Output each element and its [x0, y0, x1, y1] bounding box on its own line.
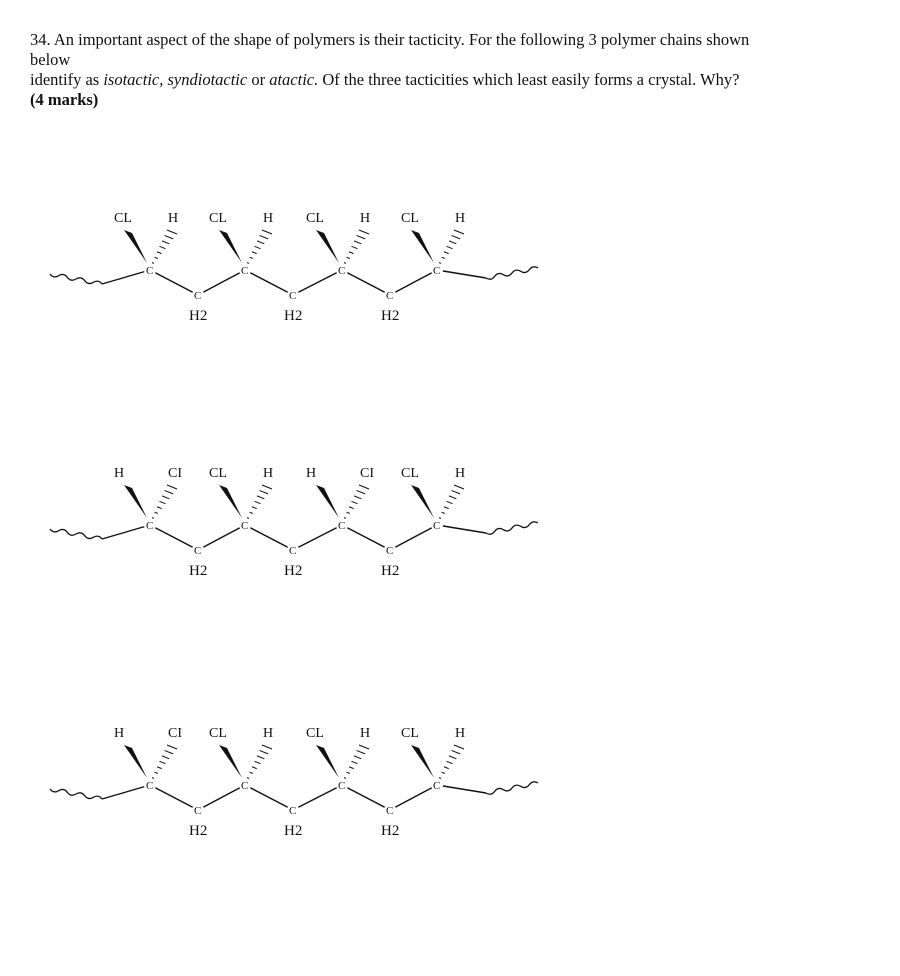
hash-bond — [442, 512, 445, 513]
substituent-right: H — [455, 466, 466, 481]
backbone-carbon: C — [146, 780, 154, 792]
backbone-bond — [150, 525, 198, 550]
backbone-bond — [390, 525, 437, 550]
hash-bond — [449, 241, 456, 244]
chain-structure — [50, 211, 538, 324]
backbone-bond — [437, 525, 486, 533]
substituent-right: H — [263, 466, 274, 481]
hash-bond — [439, 263, 441, 264]
hash-bond — [167, 485, 177, 489]
hash-bond — [439, 518, 441, 519]
substituent-left: H — [306, 466, 317, 481]
hash-bond — [344, 518, 346, 519]
substituent-left: H — [114, 466, 125, 481]
hash-bond — [255, 246, 261, 248]
ch2-carbon: C — [194, 545, 202, 557]
ch2-carbon: C — [194, 805, 202, 817]
ch2-carbon: C — [386, 290, 394, 302]
backbone-bond — [245, 785, 293, 810]
hash-bond — [157, 252, 162, 254]
substituent-left: CL — [401, 726, 419, 741]
backbone-carbon: C — [433, 520, 441, 532]
hash-bond — [262, 230, 272, 234]
ch2-hydrogen: H2 — [284, 563, 303, 579]
backbone-bond — [293, 785, 342, 810]
hash-bond — [257, 496, 264, 499]
backbone-bond — [390, 785, 437, 810]
hash-bond — [452, 490, 461, 493]
ch2-carbon: C — [386, 805, 394, 817]
hash-bond — [347, 512, 350, 513]
term-syndiotactic: syndiotactic — [167, 70, 248, 89]
hash-bond — [160, 501, 166, 503]
backbone-bond — [245, 270, 293, 295]
hash-bond — [250, 772, 253, 773]
backbone-bond — [293, 270, 342, 295]
polymer-chain-2 — [0, 455, 900, 605]
chain-structure — [50, 466, 538, 579]
hash-bond — [354, 756, 361, 759]
hash-bond — [357, 490, 366, 493]
question-line-1: 34. An important aspect of the shape of polymers is their tacticity. For the following 3 polymer chains shown — [30, 30, 750, 49]
ch2-carbon: C — [289, 805, 297, 817]
hash-bond — [444, 507, 449, 509]
question-line-2: below — [30, 50, 71, 69]
hash-bond — [157, 507, 162, 509]
question-text — [30, 30, 870, 110]
hash-bond — [252, 507, 257, 509]
substituent-left: CL — [306, 726, 324, 741]
wavy-bond-left — [50, 274, 102, 284]
backbone-bond — [342, 785, 390, 810]
hash-bond — [454, 485, 464, 489]
hash-bond — [165, 490, 174, 493]
question-line-3-c: or — [247, 70, 270, 89]
hash-bond — [344, 778, 346, 779]
hash-bond — [357, 750, 366, 753]
ch2-hydrogen: H2 — [381, 563, 400, 579]
polymer-chain-1 — [0, 200, 900, 350]
wedge-bond — [411, 230, 434, 263]
wedge-bond — [316, 745, 339, 778]
hash-bond — [452, 750, 461, 753]
hash-bond — [349, 767, 354, 769]
hash-bond — [344, 263, 346, 264]
hash-bond — [157, 767, 162, 769]
backbone-carbon: C — [241, 265, 249, 277]
hash-bond — [352, 501, 358, 503]
hash-bond — [262, 745, 272, 749]
chain-structure — [50, 726, 538, 839]
ch2-hydrogen: H2 — [381, 823, 400, 839]
hash-bond — [155, 772, 158, 773]
hash-bond — [447, 501, 453, 503]
substituent-left: CL — [209, 726, 227, 741]
ch2-hydrogen: H2 — [381, 308, 400, 324]
hash-bond — [167, 745, 177, 749]
substituent-right: H — [263, 211, 274, 226]
wedge-bond — [219, 485, 242, 518]
substituent-right: CI — [360, 466, 374, 481]
hash-bond — [162, 496, 169, 499]
backbone-bond — [150, 270, 198, 295]
backbone-bond — [437, 270, 486, 278]
wedge-bond — [411, 485, 434, 518]
ch2-carbon: C — [289, 290, 297, 302]
wedge-bond — [411, 745, 434, 778]
hash-bond — [352, 246, 358, 248]
substituent-left: CL — [401, 466, 419, 481]
hash-bond — [444, 252, 449, 254]
backbone-bond — [102, 785, 150, 799]
backbone-carbon: C — [338, 265, 346, 277]
backbone-bond — [437, 785, 486, 793]
hash-bond — [160, 246, 166, 248]
ch2-hydrogen: H2 — [189, 823, 208, 839]
question-line-3-a: identify as — [30, 70, 104, 89]
backbone-carbon: C — [241, 520, 249, 532]
hash-bond — [165, 235, 174, 238]
ch2-carbon: C — [289, 545, 297, 557]
hash-bond — [349, 507, 354, 509]
substituent-left: CL — [306, 211, 324, 226]
question-marks — [30, 90, 870, 110]
hash-bond — [152, 518, 154, 519]
backbone-bond — [245, 525, 293, 550]
ch2-carbon: C — [194, 290, 202, 302]
hash-bond — [354, 496, 361, 499]
substituent-right: H — [263, 726, 274, 741]
backbone-bond — [293, 525, 342, 550]
substituent-right: H — [455, 211, 466, 226]
hash-bond — [347, 257, 350, 258]
substituent-right: H — [360, 211, 371, 226]
wedge-bond — [124, 745, 147, 778]
hash-bond — [165, 750, 174, 753]
substituent-right: CI — [168, 726, 182, 741]
backbone-carbon: C — [241, 780, 249, 792]
term-isotactic: isotactic, — [103, 70, 164, 89]
hash-bond — [449, 756, 456, 759]
wavy-bond-left — [50, 789, 102, 799]
hash-bond — [354, 241, 361, 244]
ch2-carbon: C — [386, 545, 394, 557]
substituent-left: CL — [209, 466, 227, 481]
substituent-left: CL — [401, 211, 419, 226]
hash-bond — [247, 778, 249, 779]
backbone-bond — [198, 270, 245, 295]
backbone-carbon: C — [433, 780, 441, 792]
wedge-bond — [219, 230, 242, 263]
hash-bond — [250, 512, 253, 513]
wedge-bond — [124, 485, 147, 518]
hash-bond — [167, 230, 177, 234]
substituent-left: CL — [114, 211, 132, 226]
wedge-bond — [124, 230, 147, 263]
hash-bond — [152, 263, 154, 264]
ch2-hydrogen: H2 — [284, 308, 303, 324]
hash-bond — [260, 235, 269, 238]
hash-bond — [349, 252, 354, 254]
substituent-right: H — [360, 726, 371, 741]
hash-bond — [447, 761, 453, 763]
question-line-3 — [30, 70, 870, 90]
wavy-bond-right — [486, 522, 538, 534]
substituent-left: H — [114, 726, 125, 741]
hash-bond — [247, 263, 249, 264]
backbone-bond — [198, 525, 245, 550]
backbone-carbon: C — [433, 265, 441, 277]
question-line-3-d: Of the three tacticities which least easily forms a crystal. Why? — [318, 70, 740, 89]
hash-bond — [160, 761, 166, 763]
hash-bond — [247, 518, 249, 519]
hash-bond — [444, 767, 449, 769]
hash-bond — [439, 778, 441, 779]
backbone-carbon: C — [146, 520, 154, 532]
backbone-bond — [390, 270, 437, 295]
substituent-left: CL — [209, 211, 227, 226]
wedge-bond — [219, 745, 242, 778]
hash-bond — [257, 756, 264, 759]
hash-bond — [347, 772, 350, 773]
backbone-bond — [102, 525, 150, 539]
hash-bond — [454, 230, 464, 234]
substituent-right: H — [168, 211, 179, 226]
ch2-hydrogen: H2 — [189, 563, 208, 579]
hash-bond — [260, 750, 269, 753]
wavy-bond-right — [486, 267, 538, 279]
hash-bond — [447, 246, 453, 248]
backbone-bond — [342, 270, 390, 295]
wavy-bond-left — [50, 529, 102, 539]
hash-bond — [257, 241, 264, 244]
backbone-carbon: C — [338, 780, 346, 792]
hash-bond — [262, 485, 272, 489]
polymer-chain-3 — [0, 715, 900, 865]
hash-bond — [352, 761, 358, 763]
backbone-carbon: C — [338, 520, 346, 532]
hash-bond — [162, 241, 169, 244]
hash-bond — [255, 501, 261, 503]
hash-bond — [452, 235, 461, 238]
backbone-bond — [102, 270, 150, 284]
wedge-bond — [316, 230, 339, 263]
hash-bond — [442, 257, 445, 258]
hash-bond — [359, 230, 369, 234]
hash-bond — [250, 257, 253, 258]
hash-bond — [454, 745, 464, 749]
hash-bond — [152, 778, 154, 779]
hash-bond — [260, 490, 269, 493]
substituent-right: H — [455, 726, 466, 741]
term-atactic: atactic. — [269, 70, 319, 89]
wedge-bond — [316, 485, 339, 518]
backbone-carbon: C — [146, 265, 154, 277]
wavy-bond-right — [486, 782, 538, 794]
hash-bond — [359, 485, 369, 489]
backbone-bond — [150, 785, 198, 810]
hash-bond — [252, 767, 257, 769]
hash-bond — [155, 257, 158, 258]
hash-bond — [252, 252, 257, 254]
ch2-hydrogen: H2 — [189, 308, 208, 324]
hash-bond — [449, 496, 456, 499]
ch2-hydrogen: H2 — [284, 823, 303, 839]
hash-bond — [255, 761, 261, 763]
backbone-bond — [342, 525, 390, 550]
marks-label: (4 marks) — [30, 90, 99, 109]
hash-bond — [357, 235, 366, 238]
backbone-bond — [198, 785, 245, 810]
hash-bond — [442, 772, 445, 773]
substituent-right: CI — [168, 466, 182, 481]
hash-bond — [162, 756, 169, 759]
hash-bond — [359, 745, 369, 749]
hash-bond — [155, 512, 158, 513]
